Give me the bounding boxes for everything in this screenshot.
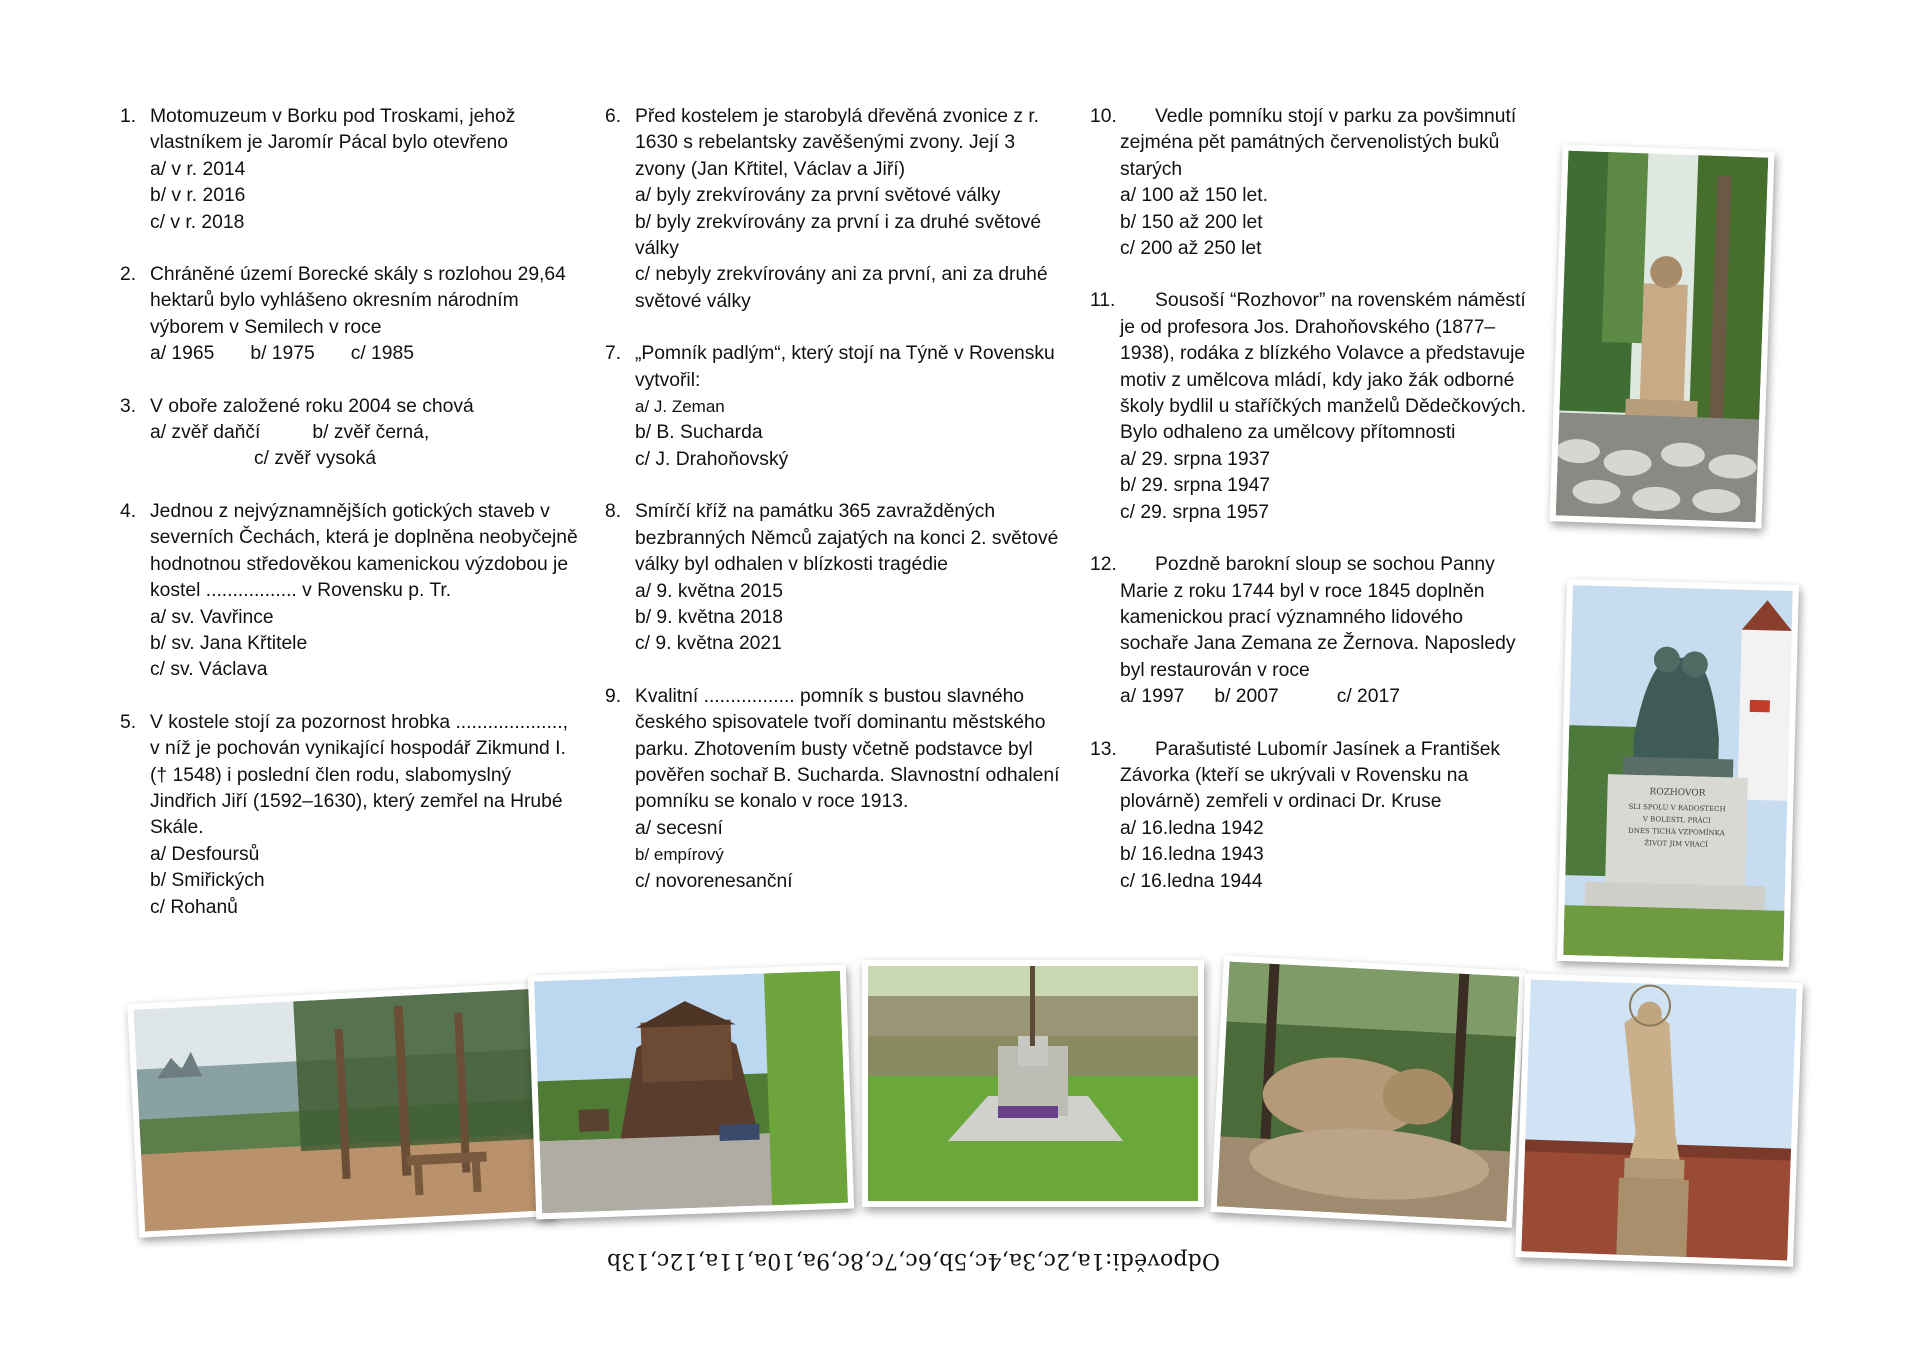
photo-rozhovor-statue	[1557, 579, 1799, 967]
option-a: a/ byly zrekvírovány za první světové války	[635, 185, 1001, 207]
question-text: Vedle pomníku stojí v parku za povšimnutí zejména pět památných červenolistých buků starých	[1120, 106, 1517, 180]
photo-reconciliation-cross	[862, 960, 1204, 1207]
column-left	[120, 104, 580, 947]
question-number: 11.	[1090, 290, 1116, 312]
question-10	[1090, 104, 1530, 262]
plaque-line-2: SLI SPOLU V RADOSTECH	[1628, 802, 1726, 814]
option-b: b/ zvěř černá,	[312, 422, 430, 444]
question-2	[120, 262, 580, 368]
question-8	[605, 499, 1065, 657]
photo-monument-park	[1549, 144, 1774, 528]
photo-baroque-statue	[1515, 973, 1803, 1267]
option-b: b/ sv. Jana Křtitele	[150, 632, 308, 654]
baroque-statue-image	[1521, 979, 1796, 1260]
option-a: a/ 1965	[150, 343, 215, 365]
option-c: c/ Rohanů	[150, 896, 238, 918]
question-text: Před kostelem je starobylá dřevěná zvonice z r. 1630 s rebelantsky zavěšenými zvony. Její 3 zvony (Jan Křtitel, Václav a Jiří)	[635, 106, 1040, 180]
option-a: a/ 1997	[1120, 686, 1185, 708]
question-11	[1090, 288, 1530, 526]
question-text: Kvalitní ................. pomník s bustou slavného českého spisovatele tvoří dominantu městského parku. Zhotovením busty včetně podstavce byl pověřen sochař B. Sucharda. Slavnostní odhalení pomníku se konalo v roce 1913.	[635, 685, 1060, 813]
option-a: a/ zvěř daňčí	[150, 422, 261, 444]
question-12	[1090, 552, 1530, 710]
question-5	[120, 710, 580, 921]
question-number: 10.	[1090, 106, 1117, 127]
option-a: a/ 29. srpna 1937	[1120, 448, 1271, 470]
option-b: b/ v r. 2016	[150, 185, 246, 207]
question-text: Motomuzeum v Borku pod Troskami, jehož vlastníkem je Jaromír Pácal bylo otevřeno	[150, 106, 516, 154]
option-c: c/ novorenesanční	[635, 870, 793, 892]
rozhovor-statue-image	[1563, 585, 1793, 961]
option-a: a/ Desfoursů	[150, 843, 260, 865]
option-a: a/ v r. 2014	[150, 158, 246, 180]
option-c: c/ 1985	[350, 343, 414, 365]
plaque-line-4: DNES TICHÁ VZPOMÍNKA	[1628, 826, 1725, 838]
question-number: 4.	[120, 500, 137, 522]
question-text: V oboře založené roku 2004 se chová	[150, 395, 474, 417]
option-b: b/ 150 až 200 let	[1120, 211, 1263, 233]
option-a: a/ secesní	[635, 817, 723, 839]
plaque-line-1: ROZHOVOR	[1649, 787, 1706, 799]
borecke-skaly-image	[133, 989, 549, 1232]
question-9	[605, 684, 1065, 895]
question-text: „Pomník padlým“, který stojí na Týně v Rovensku vytvořil:	[635, 343, 1055, 391]
question-text: Parašutisté Lubomír Jasínek a František Závorka (kteří se ukrývali v Rovensku na plovárně) zemřeli v ordinaci Dr. Kruse	[1120, 738, 1501, 813]
option-b: b/ empírový	[635, 845, 724, 865]
question-text: Jednou z nejvýznamnějších gotických staveb v severních Čechách, která je doplněna neobyčejně hodnotnou středověkou kamenickou výzdobou je kostel ................. v Rovensku p. Tr.	[150, 500, 578, 602]
option-c: c/ sv. Václava	[150, 659, 268, 681]
plaque-line-5: ŽIVOT JIM VRACÍ	[1644, 839, 1709, 849]
bell-tower-image	[534, 971, 848, 1214]
option-c: c/ zvěř vysoká	[254, 448, 377, 470]
question-number: 12.	[1090, 554, 1117, 576]
question-1	[120, 104, 580, 236]
option-c: c/ v r. 2018	[150, 211, 245, 233]
photo-borecke-skaly	[127, 982, 556, 1238]
option-b: b/ Smiřických	[150, 870, 265, 892]
question-number: 7.	[605, 343, 622, 365]
question-number: 3.	[120, 395, 137, 417]
option-c: c/ 200 až 250 let	[1120, 238, 1262, 260]
option-c: c/ 16.ledna 1944	[1120, 870, 1263, 892]
question-7	[605, 341, 1065, 473]
sandstone-rocks-image	[1217, 962, 1519, 1222]
option-c: c/ 29. srpna 1957	[1120, 501, 1269, 523]
answers-upside-down: Odpovědi:1a,2c,3a,4c,5b,6c,7c,8c,9a,10a,11a,12c,13b	[606, 1248, 1220, 1273]
question-number: 13.	[1090, 738, 1117, 760]
option-a: a/ 100 až 150 let.	[1120, 185, 1268, 207]
option-b: b/ 2007	[1214, 686, 1279, 708]
question-6	[605, 104, 1065, 315]
option-a: a/ 9. května 2015	[635, 580, 783, 602]
option-c: c/ 2017	[1336, 686, 1400, 708]
option-b: b/ byly zrekvírovány za první i za druhé světové války	[635, 211, 1042, 260]
question-13	[1090, 737, 1530, 895]
option-b: b/ B. Sucharda	[635, 422, 763, 444]
option-a: a/ 16.ledna 1942	[1120, 817, 1264, 839]
option-a: a/ sv. Vavřince	[150, 606, 274, 628]
question-text: Pozdně barokní sloup se sochou Panny Marie z roku 1744 byl v roce 1845 doplněn kamenickou prací významného lidového sochaře Jana Zemana ze Žernova. Naposledy byl restaurován v roce	[1120, 554, 1516, 681]
option-b: b/ 9. května 2018	[635, 606, 783, 628]
photo-sandstone-rocks	[1210, 955, 1525, 1227]
photo-bell-tower	[528, 965, 854, 1220]
option-c: c/ J. Drahoňovský	[635, 448, 789, 470]
question-number: 1.	[120, 106, 137, 127]
column-right	[1090, 104, 1530, 921]
question-number: 9.	[605, 685, 622, 707]
option-b: b/ 29. srpna 1947	[1120, 475, 1271, 497]
question-text: Sousoší “Rozhovor” na rovenském náměstí je od profesora Jos. Drahoňovského (1877–1938), rodáka z blízkého Volavce a představuje motiv z umělcova mládí, kdy jako žák odborné školy bydlil u staříčkých manželů Dědečkových. Bylo odhaleno za umělcovy přítomnosti	[1120, 290, 1527, 444]
reconciliation-cross-image	[868, 966, 1198, 1201]
plaque-line-3: V BOLESTI, PRÁCI	[1642, 815, 1711, 825]
question-4	[120, 499, 580, 684]
question-number: 5.	[120, 711, 137, 733]
option-b: b/ 1975	[250, 343, 315, 365]
option-a: a/ J. Zeman	[635, 397, 725, 417]
monument-park-image	[1556, 151, 1769, 523]
question-text: V kostele stojí za pozornost hrobka ...................., v níž je pochován vynikající hospodář Zikmund I. († 1548) i poslední člen rodu, slabomyslný Jindřich Jiří (1592–1630), který zemřel na Hrubé Skále.	[150, 711, 568, 839]
column-middle	[605, 104, 1065, 921]
option-c: c/ 9. května 2021	[635, 633, 782, 655]
question-text: Smírčí kříž na památku 365 zavražděných bezbranných Němců zajatých na konci 2. světové války byl odhalen v blízkosti tragédie	[635, 501, 1059, 576]
question-number: 6.	[605, 106, 622, 127]
question-3	[120, 394, 580, 473]
option-c: c/ nebyly zrekvírovány ani za první, ani za druhé světové války	[635, 264, 1048, 312]
question-number: 2.	[120, 264, 137, 286]
question-number: 8.	[605, 501, 622, 523]
question-text: Chráněné území Borecké skály s rozlohou 29,64 hektarů bylo vyhlášeno okresním národním výborem v Semilech v roce	[150, 264, 566, 338]
option-b: b/ 16.ledna 1943	[1120, 844, 1264, 866]
